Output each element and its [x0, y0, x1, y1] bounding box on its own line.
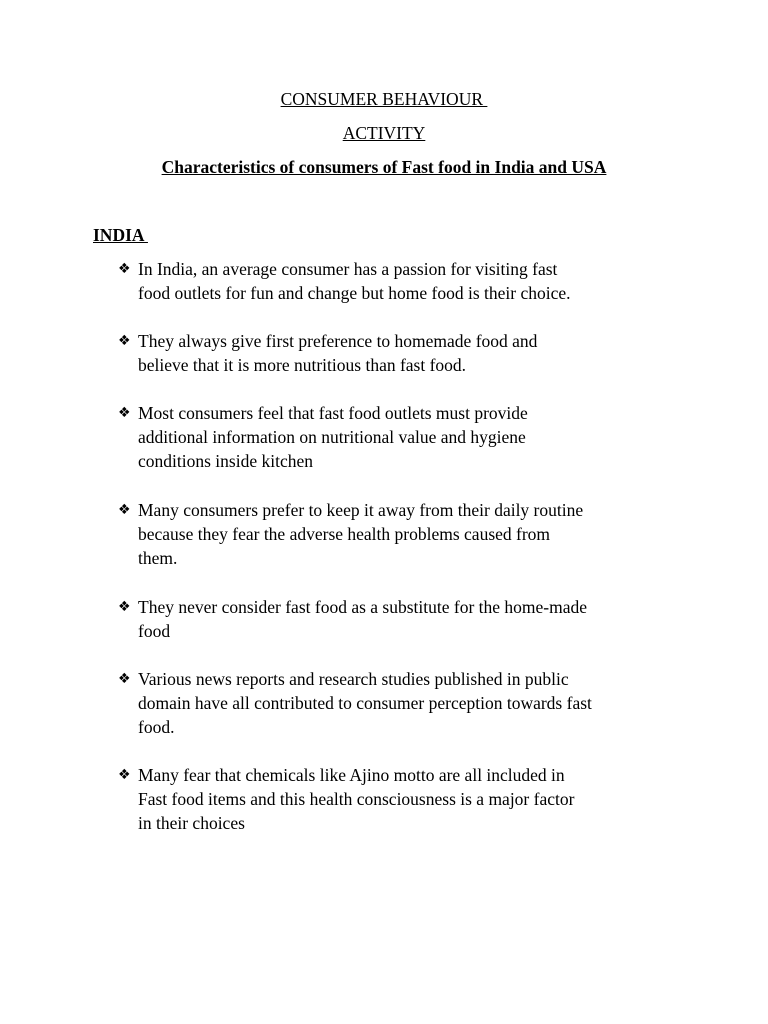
diamond-bullet-icon: ❖: [118, 671, 131, 687]
bullet-line: food: [138, 621, 171, 641]
bullet-item: [118, 257, 678, 305]
bullet-text: [138, 667, 678, 739]
bullet-line: because they fear the adverse health problems caused from: [138, 524, 551, 544]
bullet-line: They never consider fast food as a substitute for the home-made: [138, 597, 588, 617]
bullet-item: [118, 401, 678, 473]
bullet-line: Many consumers prefer to keep it away from their daily routine: [138, 500, 584, 520]
bullet-item: [118, 595, 678, 643]
bullet-item: [118, 498, 678, 570]
bullet-line: food outlets for fun and change but home food is their choice.: [138, 283, 571, 303]
section-heading-india: INDIA: [93, 225, 148, 245]
bullet-item: [118, 329, 678, 377]
bullet-line: believe that it is more nutritious than fast food.: [138, 355, 467, 375]
bullet-text: [138, 595, 678, 643]
bullet-line: They always give first preference to homemade food and: [138, 331, 538, 351]
bullet-text: [138, 257, 678, 305]
bullet-line: In India, an average consumer has a passion for visiting fast: [138, 259, 558, 279]
bullet-line: conditions inside kitchen: [138, 451, 313, 471]
bullet-line: Most consumers feel that fast food outlets must provide: [138, 403, 528, 423]
diamond-bullet-icon: ❖: [118, 333, 131, 349]
bullet-line: them.: [138, 548, 178, 568]
bullet-item: [118, 667, 678, 739]
bullet-text: [138, 498, 678, 570]
diamond-bullet-icon: ❖: [118, 599, 131, 615]
diamond-bullet-icon: ❖: [118, 405, 131, 421]
bullet-line: domain have all contributed to consumer perception towards fast: [138, 693, 592, 713]
document-title: CONSUMER BEHAVIOUR: [280, 89, 488, 109]
bullet-line: additional information on nutritional value and hygiene: [138, 427, 526, 447]
bullet-item: [118, 763, 678, 835]
document-heading: Characteristics of consumers of Fast food in India and USA: [161, 157, 607, 177]
bullet-line: food.: [138, 717, 175, 737]
bullet-text: [138, 329, 678, 377]
bullet-line: in their choices: [138, 813, 245, 833]
diamond-bullet-icon: ❖: [118, 502, 131, 518]
bullet-line: Many fear that chemicals like Ajino motto are all included in: [138, 765, 565, 785]
diamond-bullet-icon: ❖: [118, 261, 131, 277]
bullet-text: [138, 763, 678, 835]
bullet-text: [138, 401, 678, 473]
document-subtitle: ACTIVITY: [342, 123, 426, 143]
diamond-bullet-icon: ❖: [118, 767, 131, 783]
bullet-line: Various news reports and research studies published in public: [138, 669, 569, 689]
bullet-line: Fast food items and this health consciousness is a major factor: [138, 789, 575, 809]
